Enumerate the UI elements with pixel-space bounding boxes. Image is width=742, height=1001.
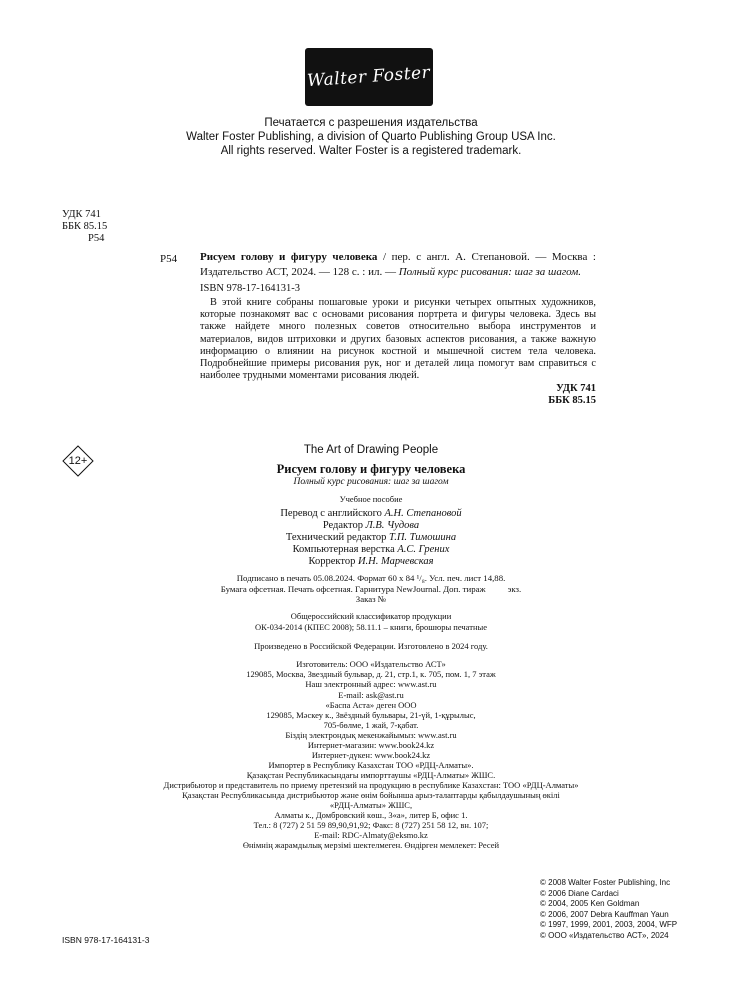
credit-role: Перевод с английского bbox=[280, 508, 385, 519]
kz-line: Тел.: 8 (727) 2 51 59 89,90,91,92; Факс: 8 (727) 251 58 12, вн. 107; bbox=[253, 820, 489, 830]
maker-line: E-mail: ask@ast.ru bbox=[338, 689, 404, 700]
udk-block-top bbox=[62, 209, 107, 245]
kz-line: «РДЦ-Алматы» ЖШС, bbox=[329, 800, 413, 810]
classifier-line: Общероссийский классификатор продукции bbox=[290, 611, 452, 621]
bbk-code: ББК 85.15 bbox=[548, 395, 596, 406]
age-rating-badge bbox=[62, 445, 94, 477]
permission-line: Walter Foster Publishing, a division of Quarto Publishing Group USA Inc. bbox=[186, 131, 556, 143]
credit-role: Технический редактор bbox=[285, 532, 390, 543]
kazakhstan-info bbox=[150, 700, 592, 850]
spec-line: Бумага офсетная. Печать офсетная. Гарнитура NewJournal. Доп. тираж экз. bbox=[220, 583, 522, 594]
maker-line: Наш электронный адрес: www.ast.ru bbox=[305, 679, 437, 690]
credit-role: Компьютерная верстка bbox=[292, 544, 398, 555]
kz-line: 705-бөлме, 1 жай, 7-қабат. bbox=[323, 720, 419, 730]
copyright-line: © 2006 Diane Cardaci bbox=[540, 888, 619, 898]
country-of-production: Произведено в Российской Федерации. Изготовлено в 2024 году. bbox=[254, 641, 488, 651]
kz-line: Қазақстан Республикасында дистрибьютор және өнім бойынша арыз-талаптарды қабылдаушының өкілі bbox=[182, 790, 560, 800]
biblio-details: / пер. с англ. А. Степановой. — Москва : Издательство АСТ, 2024. — 128 с. : ил. — bbox=[200, 251, 596, 278]
publisher-logo bbox=[305, 48, 433, 106]
credit-role: Корректор bbox=[308, 556, 358, 567]
genre: Учебное пособие bbox=[339, 494, 403, 504]
credit-name: И.Н. Марчевская bbox=[357, 556, 434, 567]
print-specs bbox=[200, 573, 542, 605]
credit-name: А.Н. Степановой bbox=[384, 508, 462, 519]
spec-line: Подписано в печать 05.08.2024. Формат 60 х 84 ¹/₈. Усл. печ. лист 14,88. bbox=[236, 573, 506, 583]
product-classifier bbox=[200, 611, 542, 632]
credit-name: Т.П. Тимошина bbox=[389, 532, 457, 543]
kz-line: E-mail: RDC-Almaty@eksmo.kz bbox=[314, 830, 428, 840]
bibliographic-record bbox=[200, 250, 596, 279]
title-russian: Рисуем голову и фигуру человека bbox=[276, 462, 466, 476]
kz-line: Қазақстан Республикасындағы импорттаушы «РДЦ-Алматы» ЖШС. bbox=[246, 770, 496, 780]
copyright-block bbox=[540, 878, 677, 941]
copyright-line: © ООО «Издательство АСТ», 2024 bbox=[540, 930, 669, 940]
copyright-line: © 1997, 1999, 2001, 2003, 2004, WFP bbox=[540, 920, 678, 929]
udk-block-right bbox=[548, 383, 596, 407]
credit-name: А.С. Грених bbox=[397, 544, 450, 555]
series-name: Полный курс рисования: шаг за шагом. bbox=[398, 265, 581, 278]
publisher-logo-text: Walter Foster bbox=[306, 62, 432, 92]
isbn: ISBN 978-17-164131-3 bbox=[200, 283, 301, 294]
credit-line bbox=[200, 556, 542, 568]
udk-code: УДК 741 bbox=[556, 383, 596, 394]
copyright-line: © 2008 Walter Foster Publishing, Inc bbox=[540, 878, 671, 887]
credit-line bbox=[200, 508, 542, 520]
permission-notice bbox=[100, 116, 642, 158]
maker-line: Изготовитель: ООО «Издательство АСТ» bbox=[296, 659, 446, 669]
kz-line: Импортер в Республику Казахстан ТОО «РДЦ-Алматы». bbox=[268, 760, 474, 770]
udk-code: УДК 741 bbox=[62, 209, 101, 220]
credit-line bbox=[200, 520, 542, 532]
annotation: В этой книге собраны пошаговые уроки и рисунки четырех опытных художников, которые познакомят вас с основами рисования портрета и фигуры человека. Здесь вы также найдете много полезных советов относительно выбора инструментов и материалов, видов штриховки и других базовых аспектов рисования, а также важную информацию о влиянии на рисунок костной и мышечной систем тела человека. Подробнейшие примеры рисования рук, ног и деталей лица помогут вам справиться с наиболее трудными моментами рисования людей. bbox=[200, 297, 596, 382]
isbn-footer: ISBN 978-17-164131-3 bbox=[62, 935, 150, 945]
manufacturer-info bbox=[200, 659, 542, 700]
kz-line: Интернет-магазин: www.book24.kz bbox=[307, 740, 435, 750]
age-rating-text: 12+ bbox=[68, 455, 88, 467]
subtitle: Полный курс рисования: шаг за шагом bbox=[293, 477, 449, 487]
copyright-line: © 2004, 2005 Ken Goldman bbox=[540, 899, 640, 908]
credit-line bbox=[200, 532, 542, 544]
classifier-line: ОК-034-2014 (КПЕС 2008); 58.11.1 – книги, брошюры печатные bbox=[255, 621, 487, 632]
maker-line: 129085, Москва, Звездный бульвар, д. 21, стр.1, к. 705, пом. 1, 7 этаж bbox=[246, 669, 496, 680]
author-mark: P54 bbox=[88, 233, 105, 244]
copyright-line: © 2006, 2007 Debra Kauffman Yaun bbox=[540, 909, 669, 919]
title-english: The Art of Drawing People bbox=[303, 444, 439, 456]
kz-line: Дистрибьютор и представитель по приему претензий на продукцию в республике Казахстан: ТОО «РДЦ-Алматы» bbox=[163, 780, 579, 790]
credit-role: Редактор bbox=[322, 520, 366, 531]
permission-line: Печатается с разрешения издательства bbox=[264, 117, 478, 129]
credits bbox=[200, 508, 542, 568]
kz-line: Интернет-дүкен: www.book24.kz bbox=[311, 750, 431, 760]
kz-line: Өнімнің жарамдылық мерзімі шектелмеген. Өндірген мемлекет: Ресей bbox=[242, 840, 500, 850]
kz-line: «Баспа Аста» деген ООО bbox=[325, 700, 417, 710]
kz-line: 129085, Мәскеу к., Звёздный бульвары, 21-үй, 1-құрылыс, bbox=[266, 710, 476, 720]
kz-line: Біздің электрондық мекенжайымыз: www.ast.ru bbox=[285, 730, 457, 740]
credit-line bbox=[200, 544, 542, 556]
credit-name: Л.В. Чудова bbox=[365, 520, 420, 531]
spec-line: Заказ № bbox=[355, 594, 387, 604]
kz-line: Алматы к., Домбровский көш., 3«а», литер Б, офис 1. bbox=[274, 810, 468, 820]
author-sign: P54 bbox=[160, 253, 178, 265]
permission-line: All rights reserved. Walter Foster is a registered trademark. bbox=[220, 145, 522, 157]
bbk-code: ББК 85.15 bbox=[62, 221, 108, 232]
book-title-biblio: Рисуем голову и фигуру человека bbox=[200, 251, 378, 263]
